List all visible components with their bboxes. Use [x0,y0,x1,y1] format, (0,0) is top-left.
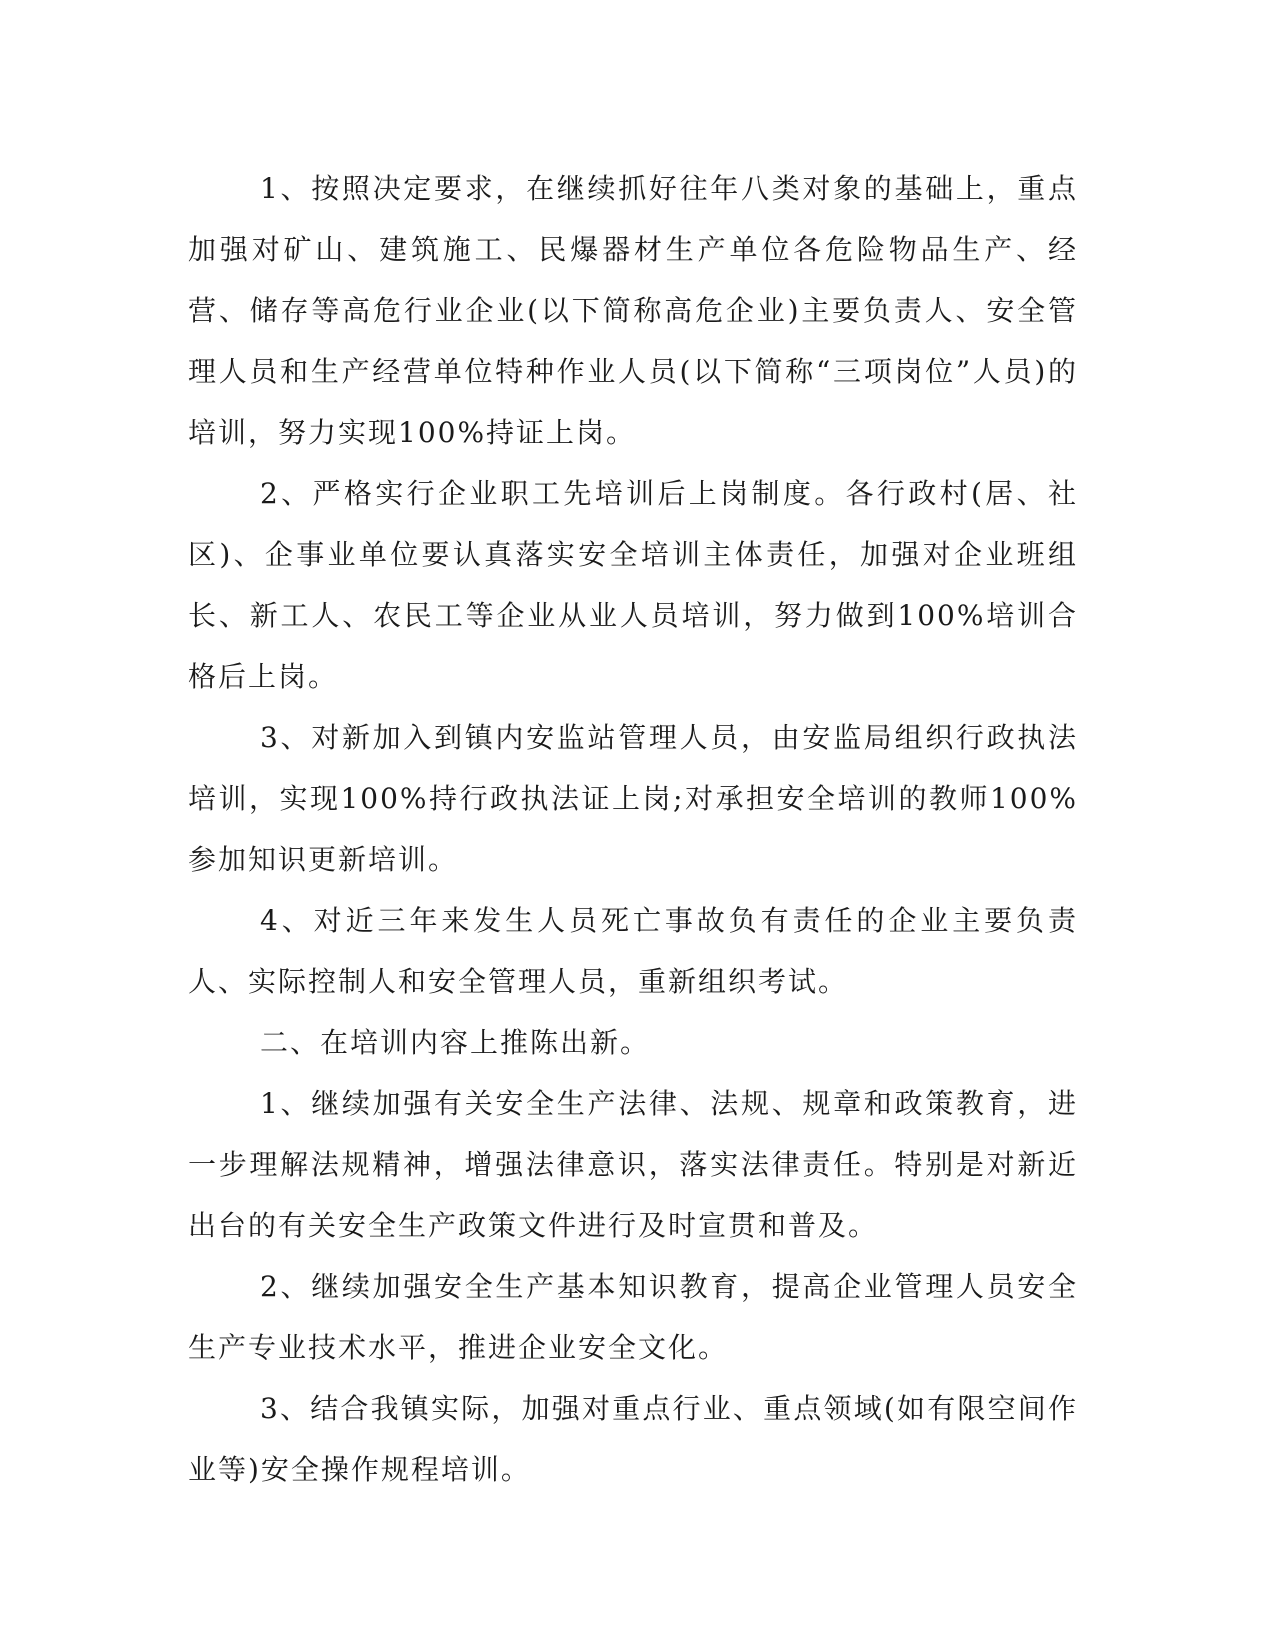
paragraph-5: 1、继续加强有关安全生产法律、法规、规章和政策教育，进一步理解法规精神，增强法律意识，落实法律责任。特别是对新近出台的有关安全生产政策文件进行及时宣贯和普及。 [188,1087,1078,1242]
document-body [188,158,1078,1500]
paragraph-6: 2、继续加强安全生产基本知识教育，提高企业管理人员安全生产专业技术水平，推进企业安全文化。 [188,1270,1078,1364]
paragraph-3: 3、对新加入到镇内安监站管理人员，由安监局组织行政执法培训，实现100%持行政执法证上岗;对承担安全培训的教师100%参加知识更新培训。 [188,721,1078,876]
section-heading: 二、在培训内容上推陈出新。 [260,1026,651,1059]
paragraph-2: 2、严格实行企业职工先培训后上岗制度。各行政村(居、社区)、企事业单位要认真落实安全培训主体责任，加强对企业班组长、新工人、农民工等企业从业人员培训，努力做到100%培训合格后上岗。 [188,477,1078,693]
paragraph-1: 1、按照决定要求，在继续抓好往年八类对象的基础上，重点加强对矿山、建筑施工、民爆器材生产单位各危险物品生产、经营、储存等高危行业企业(以下简称高危企业)主要负责人、安全管理人员和生产经营单位特种作业人员(以下简称“三项岗位”人员)的培训，努力实现100%持证上岗。 [188,172,1078,449]
paragraph-4: 4、对近三年来发生人员死亡事故负有责任的企业主要负责人、实际控制人和安全管理人员，重新组织考试。 [188,904,1078,998]
paragraph-7: 3、结合我镇实际，加强对重点行业、重点领域(如有限空间作业等)安全操作规程培训。 [188,1392,1078,1486]
